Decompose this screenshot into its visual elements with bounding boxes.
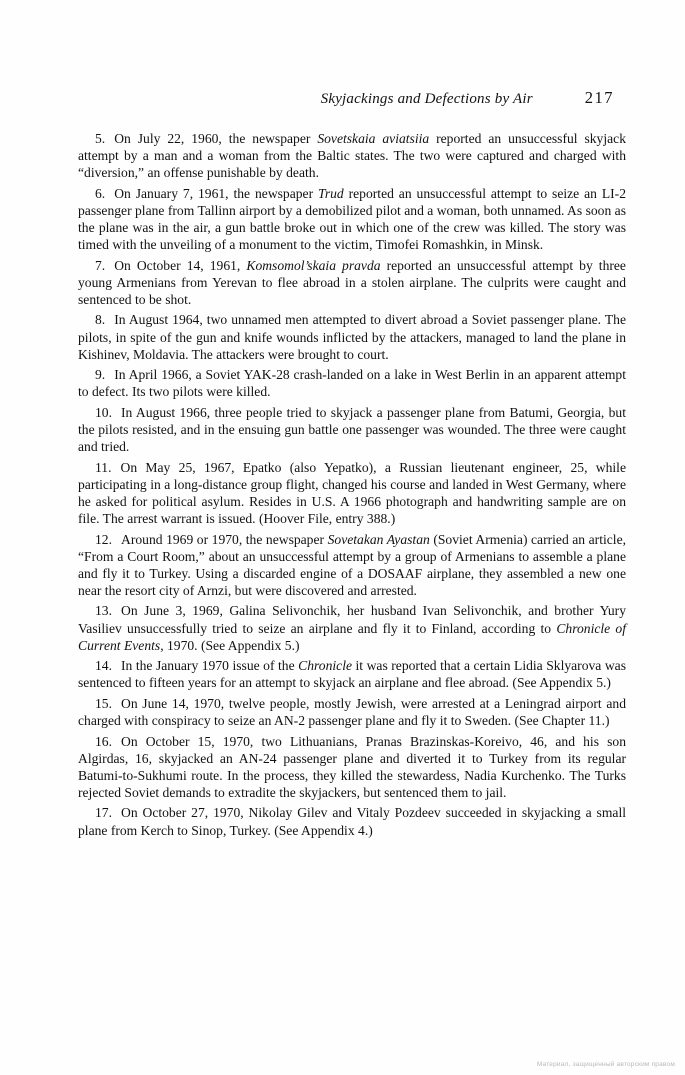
page-number: 217 <box>584 88 614 107</box>
paragraph-number: 5. <box>95 131 106 146</box>
paragraph-number: 17. <box>95 805 112 821</box>
text-segment: reported an unsuccessful attempt to seize an LI-2 passenger plane from Tallinn airport by a demobilized pilot and a woman, both unnamed. As soon as the plane was in the air, a gun battle broke out in which one of the crew was killed. The story was timed with the unveiling of a monument to the victim, Timofei Romashkin, in Minsk. <box>78 185 626 253</box>
text-segment: On October 27, 1970, Nikolay Gilev and Vitaly Pozdeev succeeded in skyjacking a small plane from Kerch to Sinop, Turkey. (See Appendix 4.) <box>78 805 626 838</box>
italic-title-text: Komsomol’skaia pravda <box>246 257 381 273</box>
text-segment: (Soviet Armenia) carried an article, “From a Court Room,” about an unsuccessful attempt by a group of Armenians to assemble a plane and fly it to Turkey. Using a discarded engine of a DOSAAF airplane, they assembled a new one near the resort city of Arnzi, but were discovered and arrested. <box>78 531 626 598</box>
paragraph-7 <box>78 257 626 308</box>
italic-title-text: Sovetakan Ayastan <box>327 531 430 547</box>
paragraph-15 <box>78 695 626 729</box>
italic-title-text: Sovetskaia aviatsiia <box>317 131 430 146</box>
paragraph-17 <box>78 804 626 838</box>
paragraph-number: 11. <box>95 459 112 475</box>
italic-title-text: Chronicle of Current Events <box>78 620 626 653</box>
paragraph-number: 12. <box>95 531 112 547</box>
paragraph-number: 13. <box>95 603 112 619</box>
paragraph-number: 9. <box>95 367 106 383</box>
paragraph-number: 15. <box>95 695 112 711</box>
paragraph-13 <box>78 602 626 653</box>
text-segment: In the January 1970 issue of the <box>121 658 299 674</box>
paragraph-number: 14. <box>95 658 112 674</box>
text-segment: On May 25, 1967, Epatko (also Yepatko), a Russian lieutenant engineer, 25, while participating in a long-distance group flight, changed his course and landed in West Germany, where he asked for political asylum. Resides in U.S. A 1966 photograph and handwriting sample are on file. The arrest warrant is issued. (Hoover File, entry 388.) <box>78 459 626 526</box>
text-segment: On January 7, 1961, the newspaper <box>114 185 319 201</box>
paragraph-number: 7. <box>95 257 106 273</box>
paragraph-number: 6. <box>95 185 106 201</box>
italic-title-text: Trud <box>318 185 344 201</box>
text-segment: reported an unsuccessful attempt by three young Armenians from Yerevan to flee abroad in a stolen airplane. The culprits were caught and sentenced to be shot. <box>78 257 626 307</box>
text-segment: In April 1966, a Soviet YAK-28 crash-landed on a lake in West Berlin in an apparent attempt to defect. Its two pilots were killed. <box>78 367 626 400</box>
paragraph-11 <box>78 459 626 527</box>
paragraph-8 <box>78 311 626 362</box>
paragraph-5 <box>78 130 626 181</box>
paragraph-14 <box>78 657 626 691</box>
text-segment: On October 14, 1961, <box>114 257 247 273</box>
page-body <box>78 130 626 842</box>
text-segment: In August 1964, two unnamed men attempted to divert abroad a Soviet passenger plane. The pilots, in spite of the gun and knife wounds inflicted by the attackers, managed to land the plane in Kishinev, Moldavia. The attackers were brought to court. <box>78 312 626 362</box>
text-segment: , 1970. (See Appendix 5.) <box>160 637 300 653</box>
paragraph-12 <box>78 531 626 599</box>
text-segment: On June 14, 1970, twelve people, mostly Jewish, were arrested at a Leningrad airport and charged with conspiracy to seize an AN-2 passenger plane and fly it to Sweden. (See Chapter 11.) <box>78 695 626 728</box>
paragraph-number: 10. <box>95 404 112 420</box>
copyright-watermark: Материал, защищенный авторским правом <box>536 1061 675 1068</box>
paragraph-16 <box>78 733 626 801</box>
running-head-title: Skyjackings and Defections by Air <box>320 91 533 107</box>
paragraph-10 <box>78 404 626 455</box>
text-segment: On October 15, 1970, two Lithuanians, Pranas Brazinskas-Koreivo, 46, and his son Algirdas, 16, skyjacked an AN-24 passenger plane and diverted it to Turkey from its regular Batumi-to-Sukhumi route. In the process, they killed the stewardess, Nadia Kurchenko. The Turks rejected Soviet demands to extradite the skyjackers, but sentenced them to jail. <box>78 733 626 800</box>
text-segment: In August 1966, three people tried to skyjack a passenger plane from Batumi, Georgia, but the pilots resisted, and in the ensuing gun battle one passenger was wounded. The three were caught and tried. <box>78 404 626 455</box>
text-segment: On July 22, 1960, the newspaper <box>114 131 318 146</box>
paragraph-number: 16. <box>95 733 112 749</box>
running-head <box>78 88 614 108</box>
paragraph-6 <box>78 185 626 253</box>
italic-title-text: Chronicle <box>298 658 353 674</box>
paragraph-9 <box>78 366 626 400</box>
text-segment: reported an unsuccessful skyjack attempt by a man and a woman from the Baltic states. The two were captured and charged with “diversion,” an offense punishable by death. <box>78 131 626 181</box>
text-segment: it was reported that a certain Lidia Sklyarova was sentenced to fifteen years for an attempt to skyjack an airplane and flee abroad. (See Appendix 5.) <box>78 658 626 691</box>
text-segment: On June 3, 1969, Galina Selivonchik, her husband Ivan Selivonchik, and brother Yury Vasiliev unsuccessfully tried to seize an airplane and fly it to Finland, according to <box>78 603 626 636</box>
text-segment: Around 1969 or 1970, the newspaper <box>121 531 328 547</box>
paragraph-number: 8. <box>95 312 106 328</box>
